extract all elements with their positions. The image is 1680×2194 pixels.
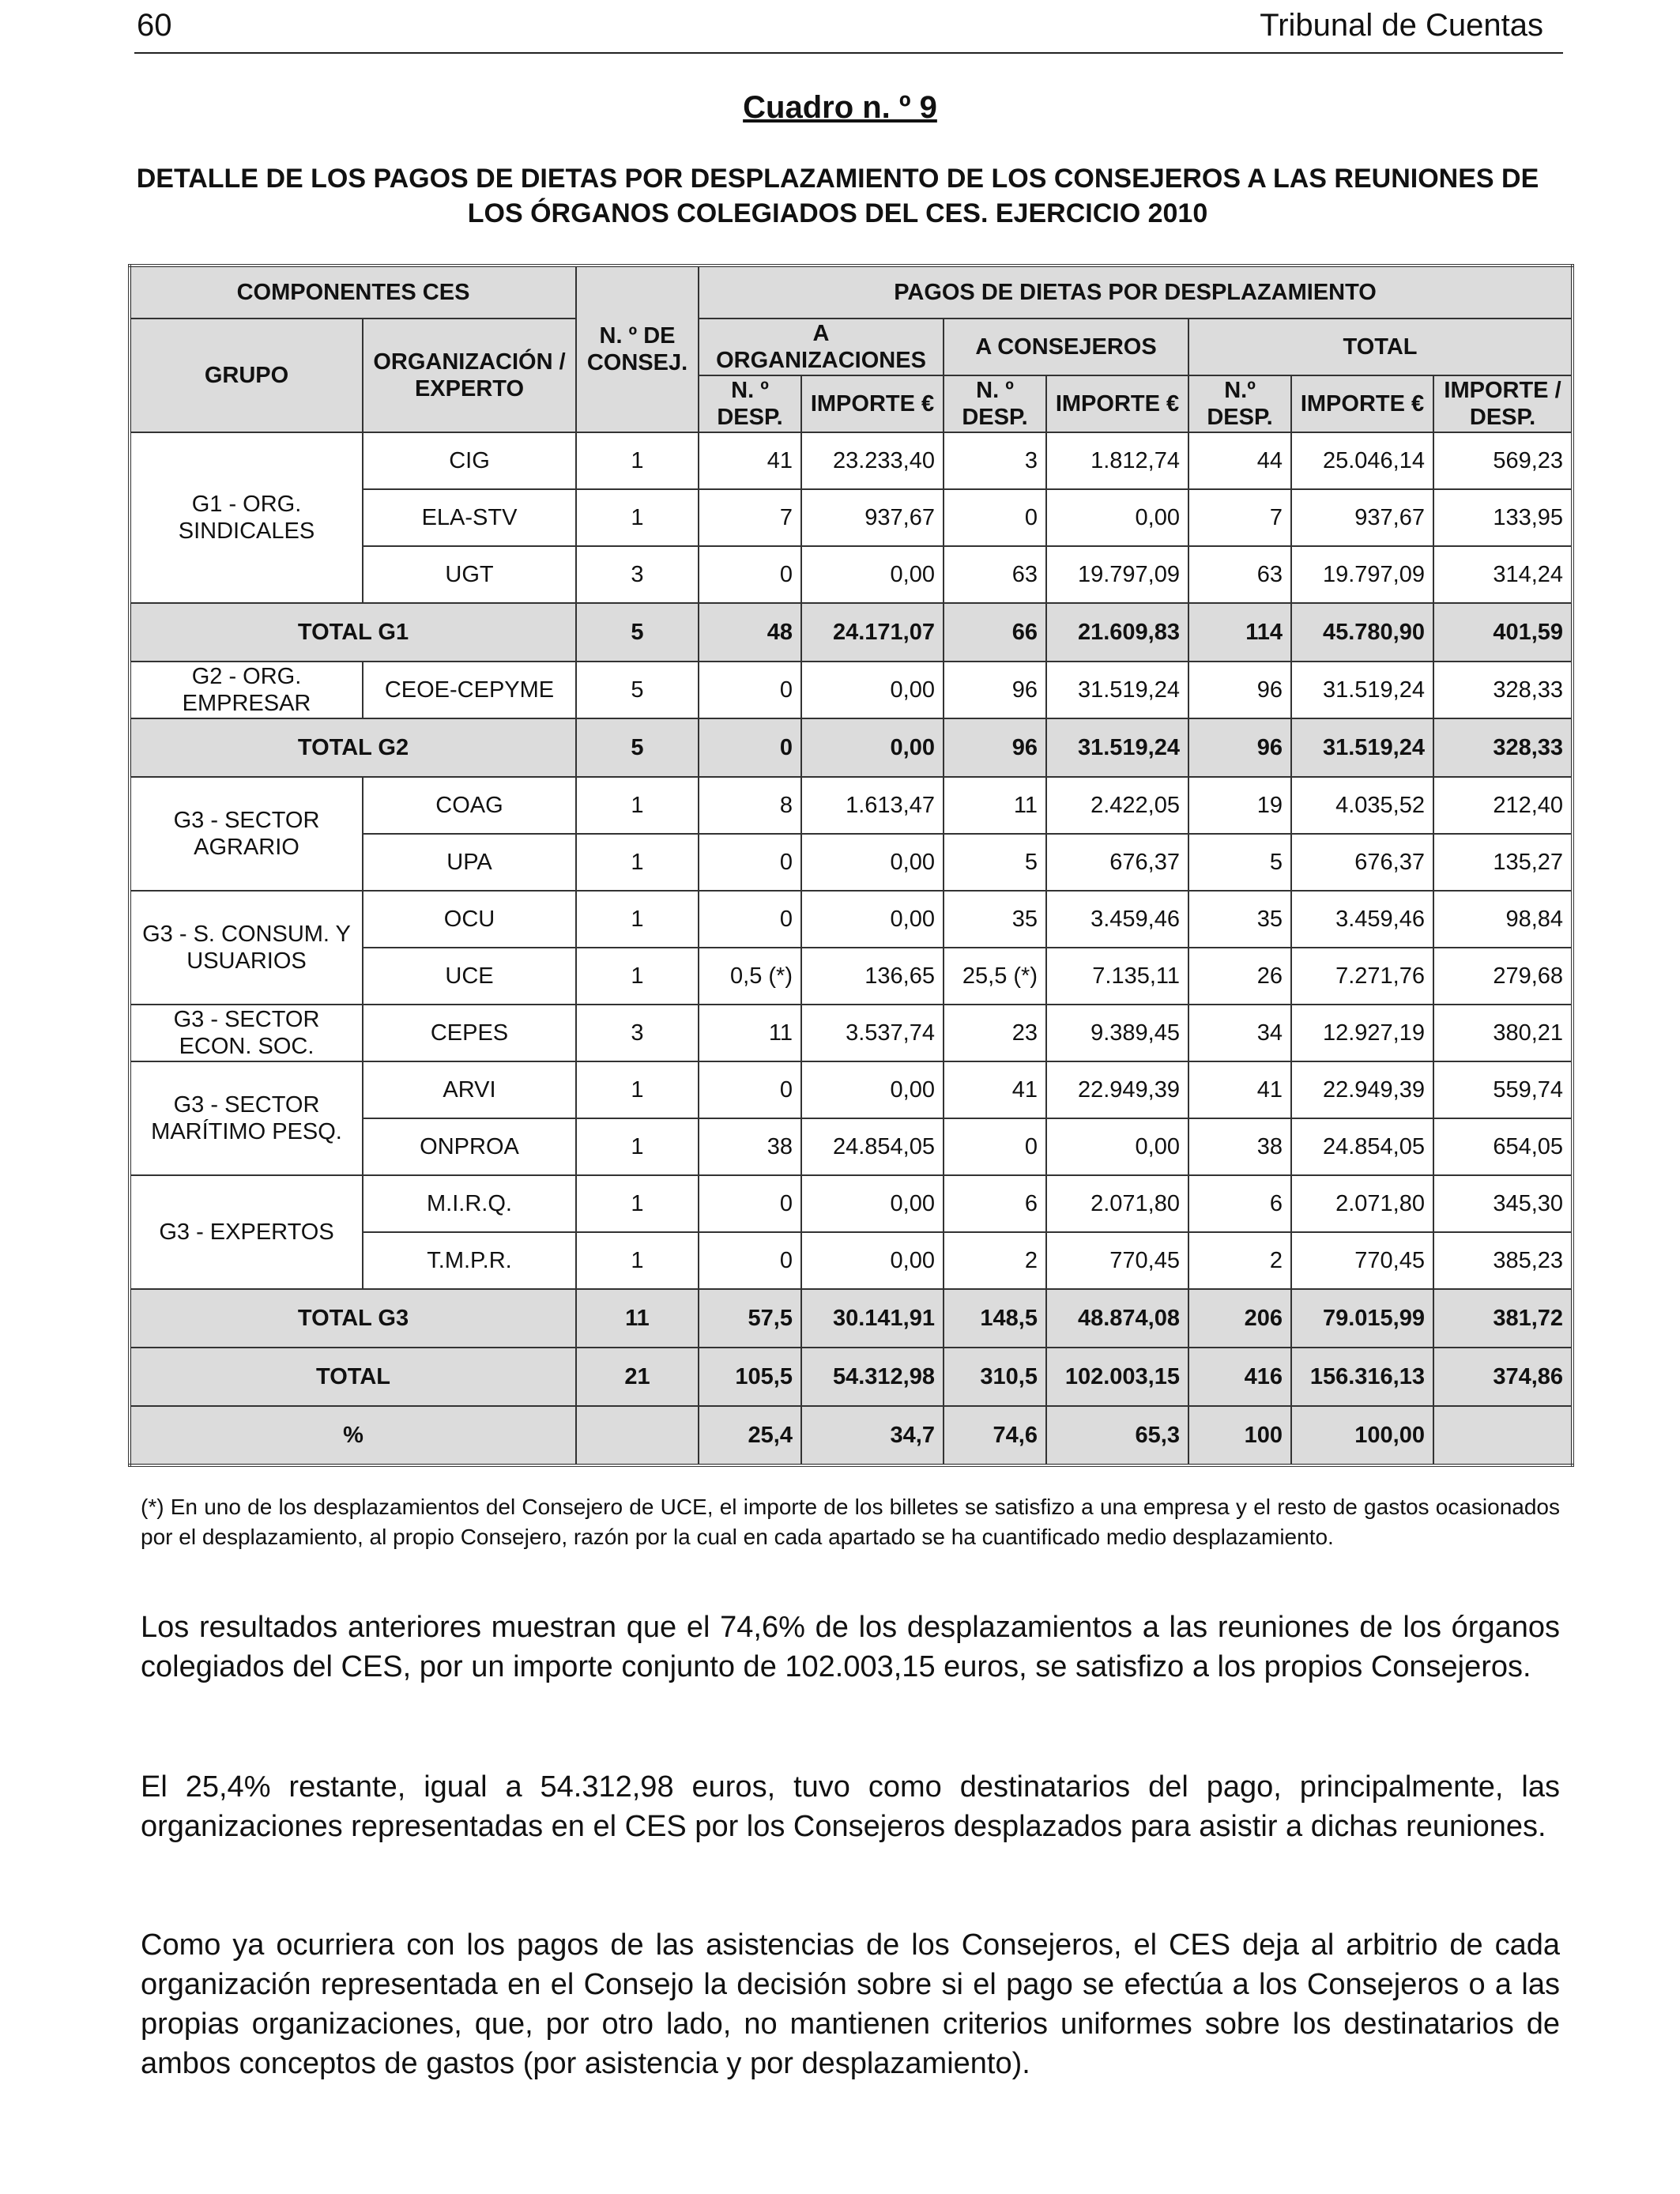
- total-label: TOTAL G2: [130, 718, 576, 777]
- total-cell: 102.003,15: [1046, 1348, 1188, 1406]
- value-cell: 24.854,05: [801, 1118, 944, 1175]
- value-cell: 559,74: [1433, 1061, 1573, 1118]
- value-cell: 2.071,80: [1046, 1175, 1188, 1232]
- value-cell: 12.927,19: [1291, 1005, 1433, 1061]
- table-total-row: [130, 1289, 1573, 1348]
- value-cell: 0,00: [1046, 1118, 1188, 1175]
- value-cell: 1: [576, 489, 699, 546]
- value-cell: 770,45: [1046, 1232, 1188, 1289]
- value-cell: 35: [944, 891, 1046, 948]
- header-n-desp-total: N.º DESP.: [1188, 375, 1291, 432]
- value-cell: 3.537,74: [801, 1005, 944, 1061]
- value-cell: 1: [576, 834, 699, 891]
- value-cell: 96: [1188, 662, 1291, 718]
- value-cell: 385,23: [1433, 1232, 1573, 1289]
- value-cell: 0: [699, 1061, 801, 1118]
- total-cell: 65,3: [1046, 1406, 1188, 1465]
- table-footnote: (*) En uno de los desplazamientos del Consejero de UCE, el importe de los billetes se satisfizo a una empresa y el resto de gastos ocasionados por el desplazamiento, al propio Consejero, razón por la cual en cada apartado se ha cuantificado medio desplazamiento.: [141, 1495, 1560, 1549]
- table-total-row: [130, 718, 1573, 777]
- header-componentes: COMPONENTES CES: [130, 266, 576, 319]
- value-cell: 25.046,14: [1291, 432, 1433, 489]
- table-title: Cuadro n. º 9: [743, 90, 937, 125]
- total-cell: 24.171,07: [801, 603, 944, 662]
- value-cell: 654,05: [1433, 1118, 1573, 1175]
- value-cell: 0,00: [801, 834, 944, 891]
- value-cell: 96: [944, 662, 1046, 718]
- table-total-row: [130, 603, 1573, 662]
- total-cell: 21: [576, 1348, 699, 1406]
- value-cell: 0: [944, 1118, 1046, 1175]
- group-label: G2 - ORG. EMPRESAR: [130, 662, 363, 718]
- organization-cell: CEOE-CEPYME: [363, 662, 576, 718]
- total-cell: 100,00: [1291, 1406, 1433, 1465]
- value-cell: 11: [699, 1005, 801, 1061]
- header-n-desp: N. º DESP.: [944, 375, 1046, 432]
- total-cell: 206: [1188, 1289, 1291, 1348]
- value-cell: 1: [576, 1061, 699, 1118]
- value-cell: 2: [944, 1232, 1046, 1289]
- header-pagos: PAGOS DE DIETAS POR DESPLAZAMIENTO: [699, 266, 1573, 319]
- paragraph: Los resultados anteriores muestran que el 74,6% de los desplazamientos a las reuniones de los órganos colegiados del CES, por un importe conjunto de 102.003,15 euros, se satisfizo a los propios Consejeros.: [141, 1611, 1560, 1683]
- total-cell: 48.874,08: [1046, 1289, 1188, 1348]
- total-cell: 31.519,24: [1046, 718, 1188, 777]
- value-cell: 63: [944, 546, 1046, 603]
- total-label: TOTAL G1: [130, 603, 576, 662]
- value-cell: 5: [944, 834, 1046, 891]
- total-cell: 374,86: [1433, 1348, 1573, 1406]
- organization-cell: COAG: [363, 777, 576, 834]
- value-cell: 31.519,24: [1291, 662, 1433, 718]
- value-cell: 63: [1188, 546, 1291, 603]
- total-cell: 31.519,24: [1291, 718, 1433, 777]
- value-cell: 136,65: [801, 948, 944, 1005]
- value-cell: 1: [576, 1232, 699, 1289]
- header-grupo: GRUPO: [130, 319, 363, 432]
- total-cell: 45.780,90: [1291, 603, 1433, 662]
- group-label: G3 - SECTOR ECON. SOC.: [130, 1005, 363, 1061]
- value-cell: 0,00: [801, 546, 944, 603]
- group-label: G3 - S. CONSUM. Y USUARIOS: [130, 891, 363, 1005]
- value-cell: 1: [576, 891, 699, 948]
- group-label: G3 - SECTOR MARÍTIMO PESQ.: [130, 1061, 363, 1175]
- value-cell: 2.422,05: [1046, 777, 1188, 834]
- running-header: Tribunal de Cuentas: [1260, 8, 1543, 43]
- value-cell: 1.613,47: [801, 777, 944, 834]
- value-cell: 26: [1188, 948, 1291, 1005]
- total-cell: 105,5: [699, 1348, 801, 1406]
- value-cell: 22.949,39: [1046, 1061, 1188, 1118]
- organization-cell: T.M.P.R.: [363, 1232, 576, 1289]
- total-cell: 156.316,13: [1291, 1348, 1433, 1406]
- value-cell: 0,00: [801, 662, 944, 718]
- paragraph: El 25,4% restante, igual a 54.312,98 euros, tuvo como destinatarios del pago, principalmente, las organizaciones representadas en el CES por los Consejeros desplazados para asistir a dichas reuniones.: [141, 1770, 1560, 1843]
- value-cell: 7.135,11: [1046, 948, 1188, 1005]
- total-cell: [576, 1406, 699, 1465]
- value-cell: 279,68: [1433, 948, 1573, 1005]
- value-cell: 0: [699, 546, 801, 603]
- value-cell: 0: [699, 891, 801, 948]
- value-cell: 23: [944, 1005, 1046, 1061]
- organization-cell: ELA-STV: [363, 489, 576, 546]
- value-cell: 3: [944, 432, 1046, 489]
- value-cell: 937,67: [801, 489, 944, 546]
- total-cell: 34,7: [801, 1406, 944, 1465]
- organization-cell: CEPES: [363, 1005, 576, 1061]
- total-cell: 416: [1188, 1348, 1291, 1406]
- header-a-consejeros: A CONSEJEROS: [944, 319, 1188, 375]
- value-cell: 41: [699, 432, 801, 489]
- header-a-organizaciones: A ORGANIZACIONES: [699, 319, 944, 375]
- value-cell: 345,30: [1433, 1175, 1573, 1232]
- header-importe: IMPORTE €: [1291, 375, 1433, 432]
- value-cell: 937,67: [1291, 489, 1433, 546]
- value-cell: 22.949,39: [1291, 1061, 1433, 1118]
- table-total-row: [130, 1348, 1573, 1406]
- value-cell: 11: [944, 777, 1046, 834]
- total-cell: 100: [1188, 1406, 1291, 1465]
- total-cell: 30.141,91: [801, 1289, 944, 1348]
- header-n-desp: N. º DESP.: [699, 375, 801, 432]
- value-cell: 19.797,09: [1046, 546, 1188, 603]
- value-cell: 0: [944, 489, 1046, 546]
- total-cell: 381,72: [1433, 1289, 1573, 1348]
- page-number: 60: [137, 8, 172, 43]
- value-cell: 41: [1188, 1061, 1291, 1118]
- organization-cell: ONPROA: [363, 1118, 576, 1175]
- value-cell: 0: [699, 834, 801, 891]
- value-cell: 328,33: [1433, 662, 1573, 718]
- value-cell: 23.233,40: [801, 432, 944, 489]
- table-row: [130, 891, 1573, 948]
- value-cell: 7: [1188, 489, 1291, 546]
- total-cell: 79.015,99: [1291, 1289, 1433, 1348]
- header-importe: IMPORTE €: [801, 375, 944, 432]
- table-row: [130, 1005, 1573, 1061]
- value-cell: 38: [699, 1118, 801, 1175]
- value-cell: 0,00: [801, 1232, 944, 1289]
- value-cell: 6: [1188, 1175, 1291, 1232]
- organization-cell: M.I.R.Q.: [363, 1175, 576, 1232]
- value-cell: 1: [576, 777, 699, 834]
- total-cell: 11: [576, 1289, 699, 1348]
- value-cell: 38: [1188, 1118, 1291, 1175]
- total-cell: 57,5: [699, 1289, 801, 1348]
- paragraph: Como ya ocurriera con los pagos de las asistencias de los Consejeros, el CES deja al arbitrio de cada organización representada en el Consejo la decisión sobre si el pago se efectúa a los Consejeros o a las propias organizaciones, que, por otro lado, no mantienen criterios uniformes sobre los destinatarios de ambos conceptos de gastos (por asistencia y por desplazamiento).: [141, 1928, 1560, 2080]
- value-cell: 1: [576, 1118, 699, 1175]
- value-cell: 7.271,76: [1291, 948, 1433, 1005]
- value-cell: 3.459,46: [1046, 891, 1188, 948]
- total-cell: 310,5: [944, 1348, 1046, 1406]
- organization-cell: OCU: [363, 891, 576, 948]
- value-cell: 0: [699, 1175, 801, 1232]
- total-cell: 114: [1188, 603, 1291, 662]
- table-subtitle: DETALLE DE LOS PAGOS DE DIETAS POR DESPLAZAMIENTO DE LOS CONSEJEROS A LAS REUNIONES DE LOS ÓRGANOS COLEGIADOS DEL CES. EJERCICIO 2010: [136, 164, 1539, 228]
- value-cell: 2.071,80: [1291, 1175, 1433, 1232]
- value-cell: 5: [1188, 834, 1291, 891]
- table-row: [130, 777, 1573, 834]
- group-label: G3 - SECTOR AGRARIO: [130, 777, 363, 891]
- table-row: [130, 662, 1573, 718]
- total-label: %: [130, 1406, 576, 1465]
- value-cell: 35: [1188, 891, 1291, 948]
- value-cell: 0,00: [801, 1175, 944, 1232]
- value-cell: 380,21: [1433, 1005, 1573, 1061]
- header-importe: IMPORTE €: [1046, 375, 1188, 432]
- value-cell: 19: [1188, 777, 1291, 834]
- value-cell: 3: [576, 1005, 699, 1061]
- value-cell: 133,95: [1433, 489, 1573, 546]
- header-total: TOTAL: [1188, 319, 1573, 375]
- value-cell: 1: [576, 948, 699, 1005]
- value-cell: 135,27: [1433, 834, 1573, 891]
- value-cell: 0,00: [1046, 489, 1188, 546]
- header-rule: [134, 52, 1563, 54]
- value-cell: 1: [576, 432, 699, 489]
- value-cell: 770,45: [1291, 1232, 1433, 1289]
- value-cell: 31.519,24: [1046, 662, 1188, 718]
- value-cell: 8: [699, 777, 801, 834]
- value-cell: 5: [576, 662, 699, 718]
- value-cell: 676,37: [1046, 834, 1188, 891]
- total-cell: 0: [699, 718, 801, 777]
- header-organizacion: ORGANIZACIÓN / EXPERTO: [363, 319, 576, 432]
- value-cell: 41: [944, 1061, 1046, 1118]
- value-cell: 0: [699, 662, 801, 718]
- value-cell: 19.797,09: [1291, 546, 1433, 603]
- organization-cell: UGT: [363, 546, 576, 603]
- total-label: TOTAL: [130, 1348, 576, 1406]
- value-cell: 0: [699, 1232, 801, 1289]
- total-cell: 5: [576, 603, 699, 662]
- table-row: [130, 1061, 1573, 1118]
- total-cell: 401,59: [1433, 603, 1573, 662]
- value-cell: 676,37: [1291, 834, 1433, 891]
- total-cell: 25,4: [699, 1406, 801, 1465]
- value-cell: 3.459,46: [1291, 891, 1433, 948]
- group-label: G1 - ORG. SINDICALES: [130, 432, 363, 603]
- value-cell: 0,00: [801, 891, 944, 948]
- value-cell: 3: [576, 546, 699, 603]
- value-cell: 0,5 (*): [699, 948, 801, 1005]
- value-cell: 44: [1188, 432, 1291, 489]
- value-cell: 7: [699, 489, 801, 546]
- value-cell: 1: [576, 1175, 699, 1232]
- total-label: TOTAL G3: [130, 1289, 576, 1348]
- value-cell: 24.854,05: [1291, 1118, 1433, 1175]
- total-cell: 5: [576, 718, 699, 777]
- total-cell: 66: [944, 603, 1046, 662]
- value-cell: 9.389,45: [1046, 1005, 1188, 1061]
- total-cell: 21.609,83: [1046, 603, 1188, 662]
- value-cell: 314,24: [1433, 546, 1573, 603]
- total-cell: 96: [1188, 718, 1291, 777]
- value-cell: 34: [1188, 1005, 1291, 1061]
- value-cell: 4.035,52: [1291, 777, 1433, 834]
- header-n-consej: N. º DE CONSEJ.: [576, 266, 699, 432]
- value-cell: 0,00: [801, 1061, 944, 1118]
- value-cell: 98,84: [1433, 891, 1573, 948]
- value-cell: 25,5 (*): [944, 948, 1046, 1005]
- dietas-table: [128, 264, 1574, 1467]
- total-cell: 74,6: [944, 1406, 1046, 1465]
- value-cell: 6: [944, 1175, 1046, 1232]
- organization-cell: UPA: [363, 834, 576, 891]
- total-cell: 0,00: [801, 718, 944, 777]
- group-label: G3 - EXPERTOS: [130, 1175, 363, 1289]
- total-cell: 96: [944, 718, 1046, 777]
- total-cell: [1433, 1406, 1573, 1465]
- header-importe-desp: IMPORTE / DESP.: [1433, 375, 1573, 432]
- value-cell: 212,40: [1433, 777, 1573, 834]
- total-cell: 54.312,98: [801, 1348, 944, 1406]
- table-body: [130, 432, 1573, 1465]
- table-total-row: [130, 1406, 1573, 1465]
- value-cell: 2: [1188, 1232, 1291, 1289]
- value-cell: 569,23: [1433, 432, 1573, 489]
- total-cell: 148,5: [944, 1289, 1046, 1348]
- total-cell: 48: [699, 603, 801, 662]
- value-cell: 1.812,74: [1046, 432, 1188, 489]
- organization-cell: ARVI: [363, 1061, 576, 1118]
- organization-cell: CIG: [363, 432, 576, 489]
- organization-cell: UCE: [363, 948, 576, 1005]
- table-row: [130, 1175, 1573, 1232]
- total-cell: 328,33: [1433, 718, 1573, 777]
- table-row: [130, 432, 1573, 489]
